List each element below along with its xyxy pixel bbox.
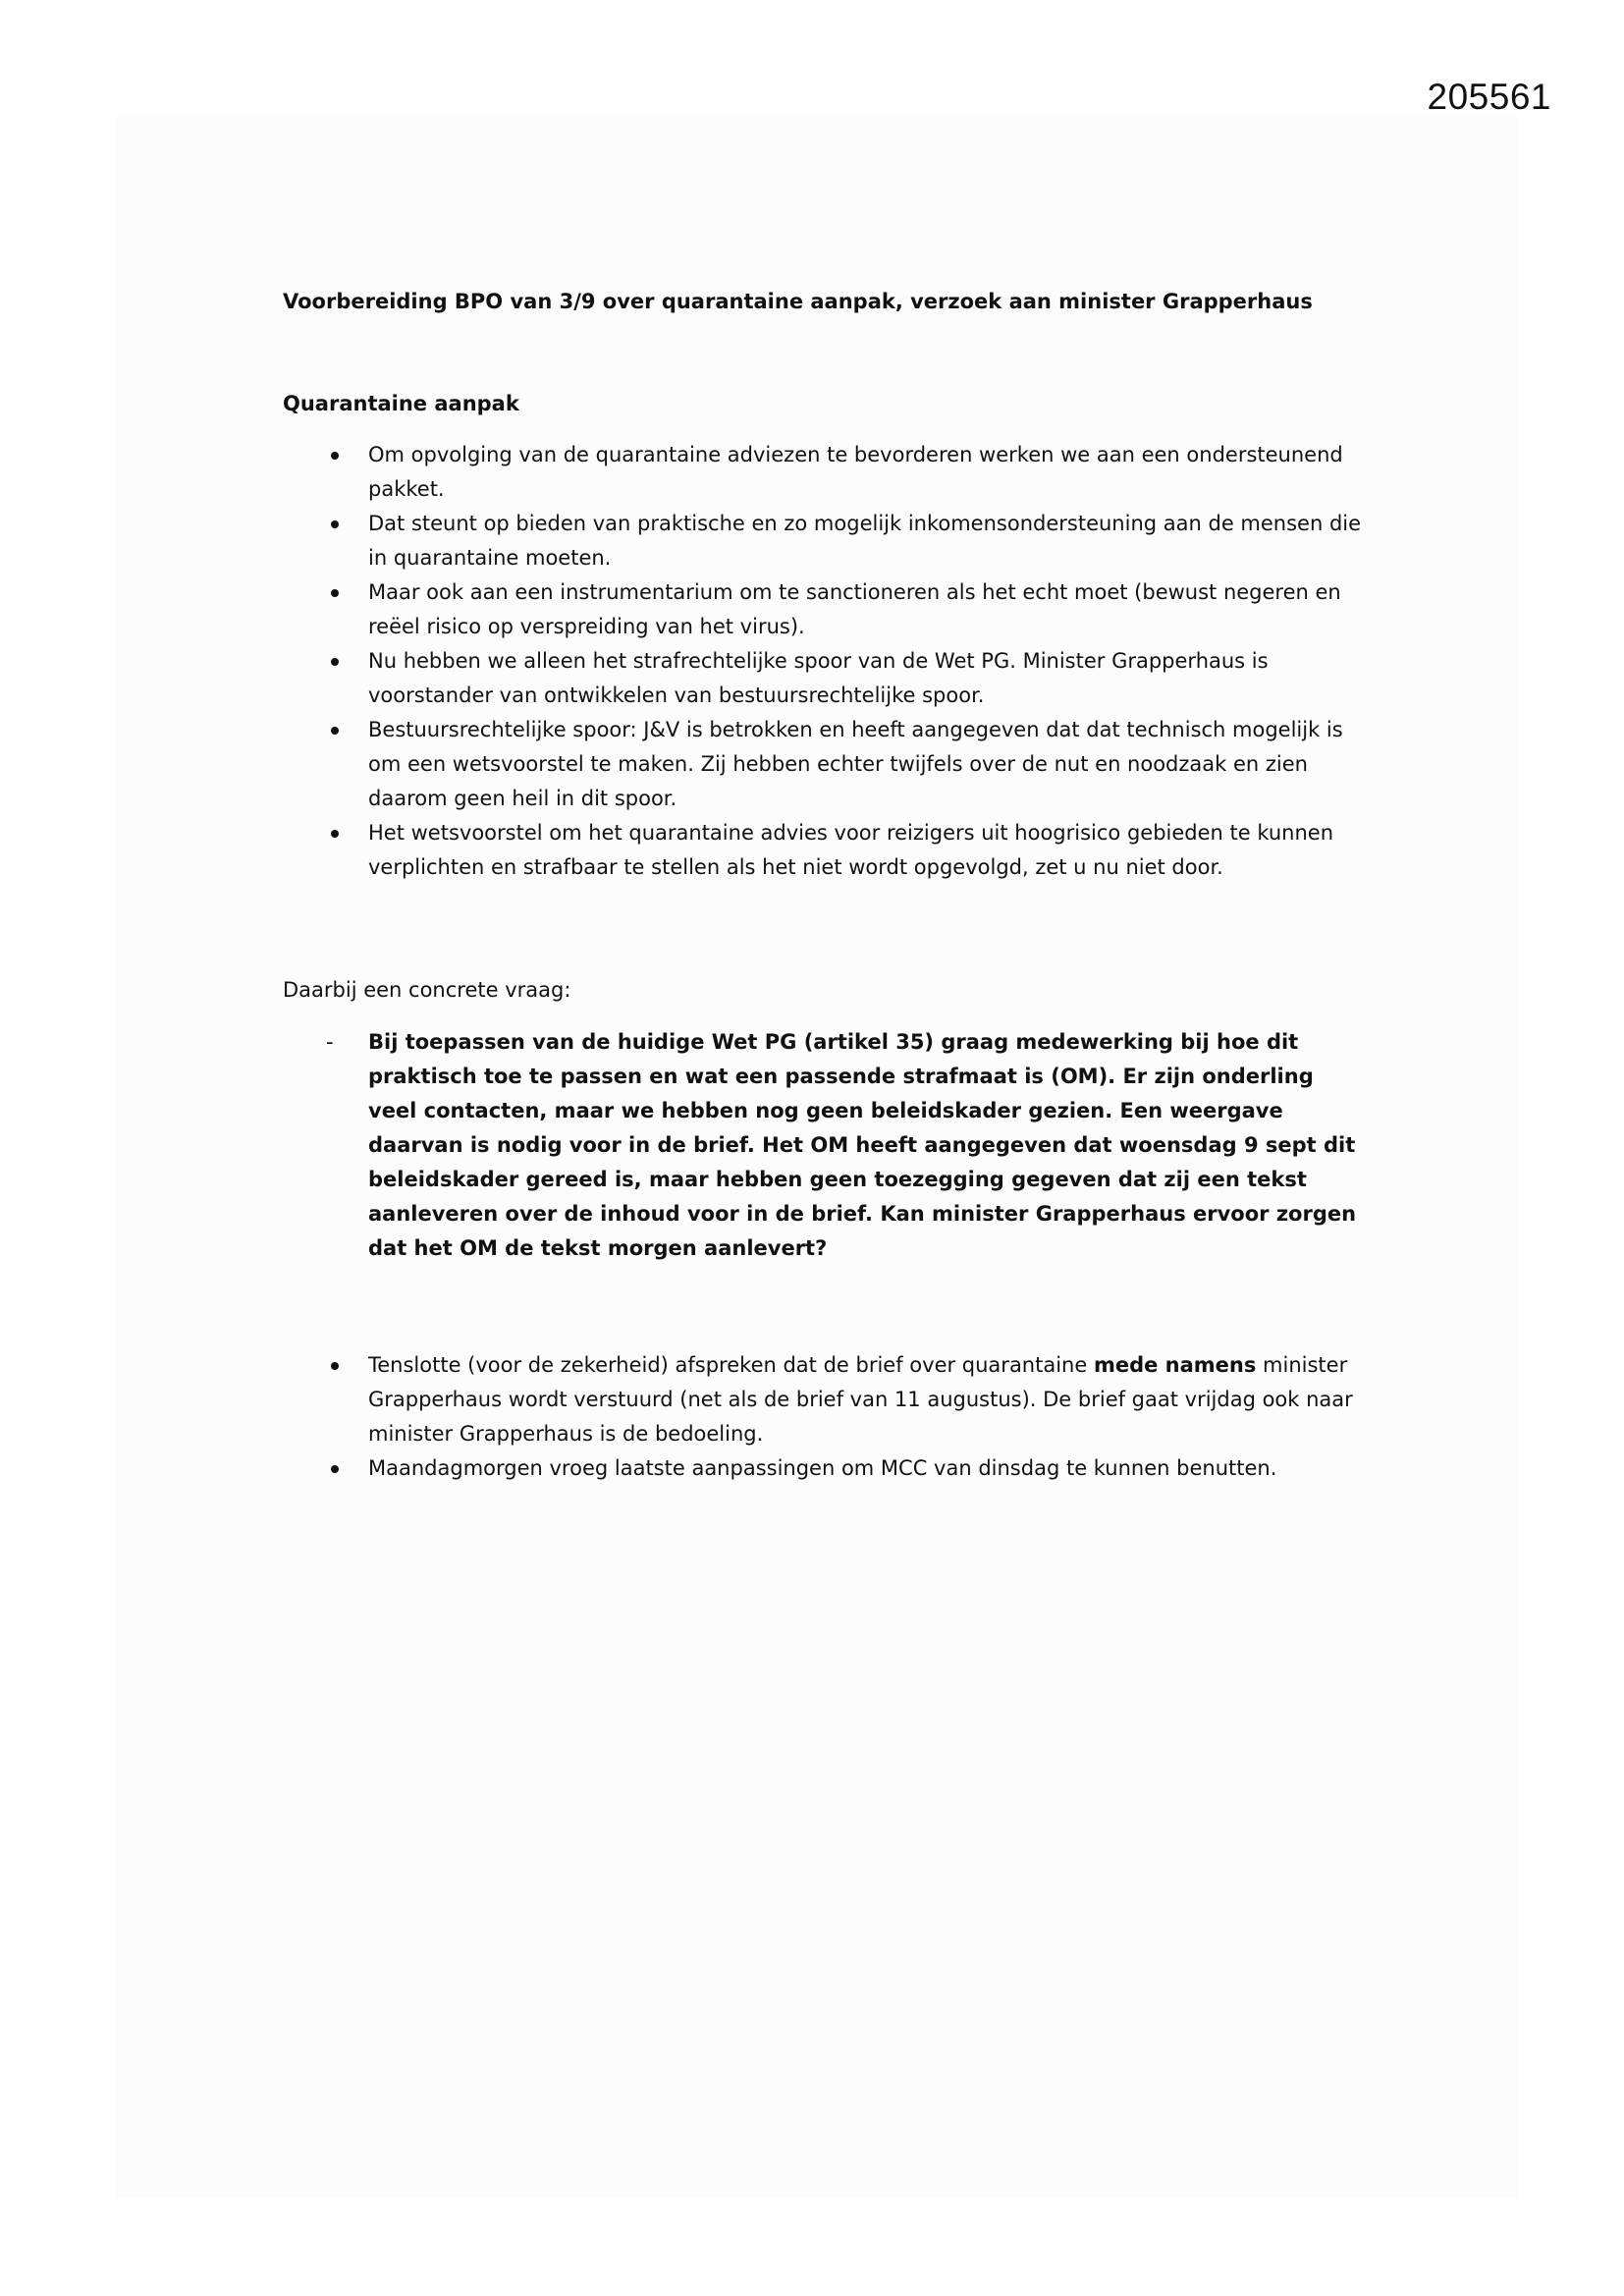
list-item-text: Dat steunt op bieden van praktische en zo mogelijk inkomensondersteuning aan de mensen die in quarantaine moeten.: [368, 512, 1362, 570]
document-body: [283, 285, 1363, 1486]
list-item-text: Nu hebben we alleen het strafrechtelijke spoor van de Wet PG. Minister Grapperhaus is voorstander van ontwikkelen van bestuursrechtelijke spoor.: [368, 649, 1269, 707]
dash-icon: -: [326, 1030, 334, 1054]
list-item-text: Maar ook aan een instrumentarium om te sanctioneren als het echt moet (bewust negeren en reëel risico op verspreiding van het virus).: [368, 580, 1341, 638]
bullet-icon: [331, 830, 339, 838]
list-item: [283, 816, 1363, 885]
list-item-text-end: minister Grapperhaus wordt verstuurd (net als de brief van 11 augustus). De brief gaat vrijdag ook naar minister Grapperhaus is de bedoeling.: [368, 1353, 1353, 1446]
list-item: [283, 644, 1363, 713]
list-item: [283, 713, 1363, 816]
list-item: [283, 507, 1363, 575]
list-item-text: Het wetsvoorstel om het quarantaine advies voor reizigers uit hoogrisico gebieden te kunnen verplichten en strafbaar te stellen als het niet wordt opgevolgd, zet u nu niet door.: [368, 821, 1334, 879]
bullet-icon: [331, 658, 339, 666]
bullet-icon: [331, 1362, 339, 1370]
list-item-text: Om opvolging van de quarantaine adviezen te bevorderen werken we aan een ondersteunend pakket.: [368, 443, 1343, 501]
list-item: [283, 438, 1363, 507]
section-heading: Quarantaine aanpak: [283, 392, 519, 415]
question-text: Bij toepassen van de huidige Wet PG (artikel 35) graag medewerking bij hoe dit praktisch toe te passen en wat een passende strafmaat is (OM). Er zijn onderling veel contacten, maar we hebben nog geen beleidskader gezien. Een weergave daarvan is nodig voor in de brief. Het OM heeft aangegeven dat woensdag 9 sept dit beleidskader gereed is, maar hebben geen toezegging gegeven dat zij een tekst aanleveren over de inhoud voor in de brief. Kan minister Grapperhaus ervoor zorgen dat het OM de tekst morgen aanlevert?: [368, 1030, 1357, 1260]
final-bullet-list: [283, 1348, 1363, 1486]
list-item-text: Bestuursrechtelijke spoor: J&V is betrokken en heeft aangegeven dat dat technisch mogelijk is om een wetsvoorstel te maken. Zij hebben echter twijfels over de nut en noodzaak en zien daarom geen heil in dit spoor.: [368, 718, 1343, 810]
list-item-text-bold: mede namens: [1093, 1353, 1257, 1377]
list-item: [283, 1348, 1363, 1451]
bullet-icon: [331, 589, 339, 597]
question-intro: Daarbij een concrete vraag:: [283, 978, 571, 1002]
bullet-list: [283, 438, 1363, 885]
list-item: [283, 575, 1363, 644]
list-item-text: Maandagmorgen vroeg laatste aanpassingen om MCC van dinsdag te kunnen benutten.: [368, 1456, 1277, 1480]
bullet-icon: [331, 452, 339, 460]
document-number: 205561: [1427, 77, 1551, 117]
bullet-icon: [331, 727, 339, 735]
question-item: [283, 1025, 1363, 1266]
bullet-icon: [331, 520, 339, 528]
list-item-text-start: Tenslotte (voor de zekerheid) afspreken dat de brief over quarantaine: [368, 1353, 1094, 1377]
list-item: [283, 1451, 1363, 1486]
bullet-icon: [331, 1465, 339, 1473]
document-title: Voorbereiding BPO van 3/9 over quarantaine aanpak, verzoek aan minister Grapperhaus: [283, 290, 1313, 313]
question-list: [283, 1025, 1363, 1266]
